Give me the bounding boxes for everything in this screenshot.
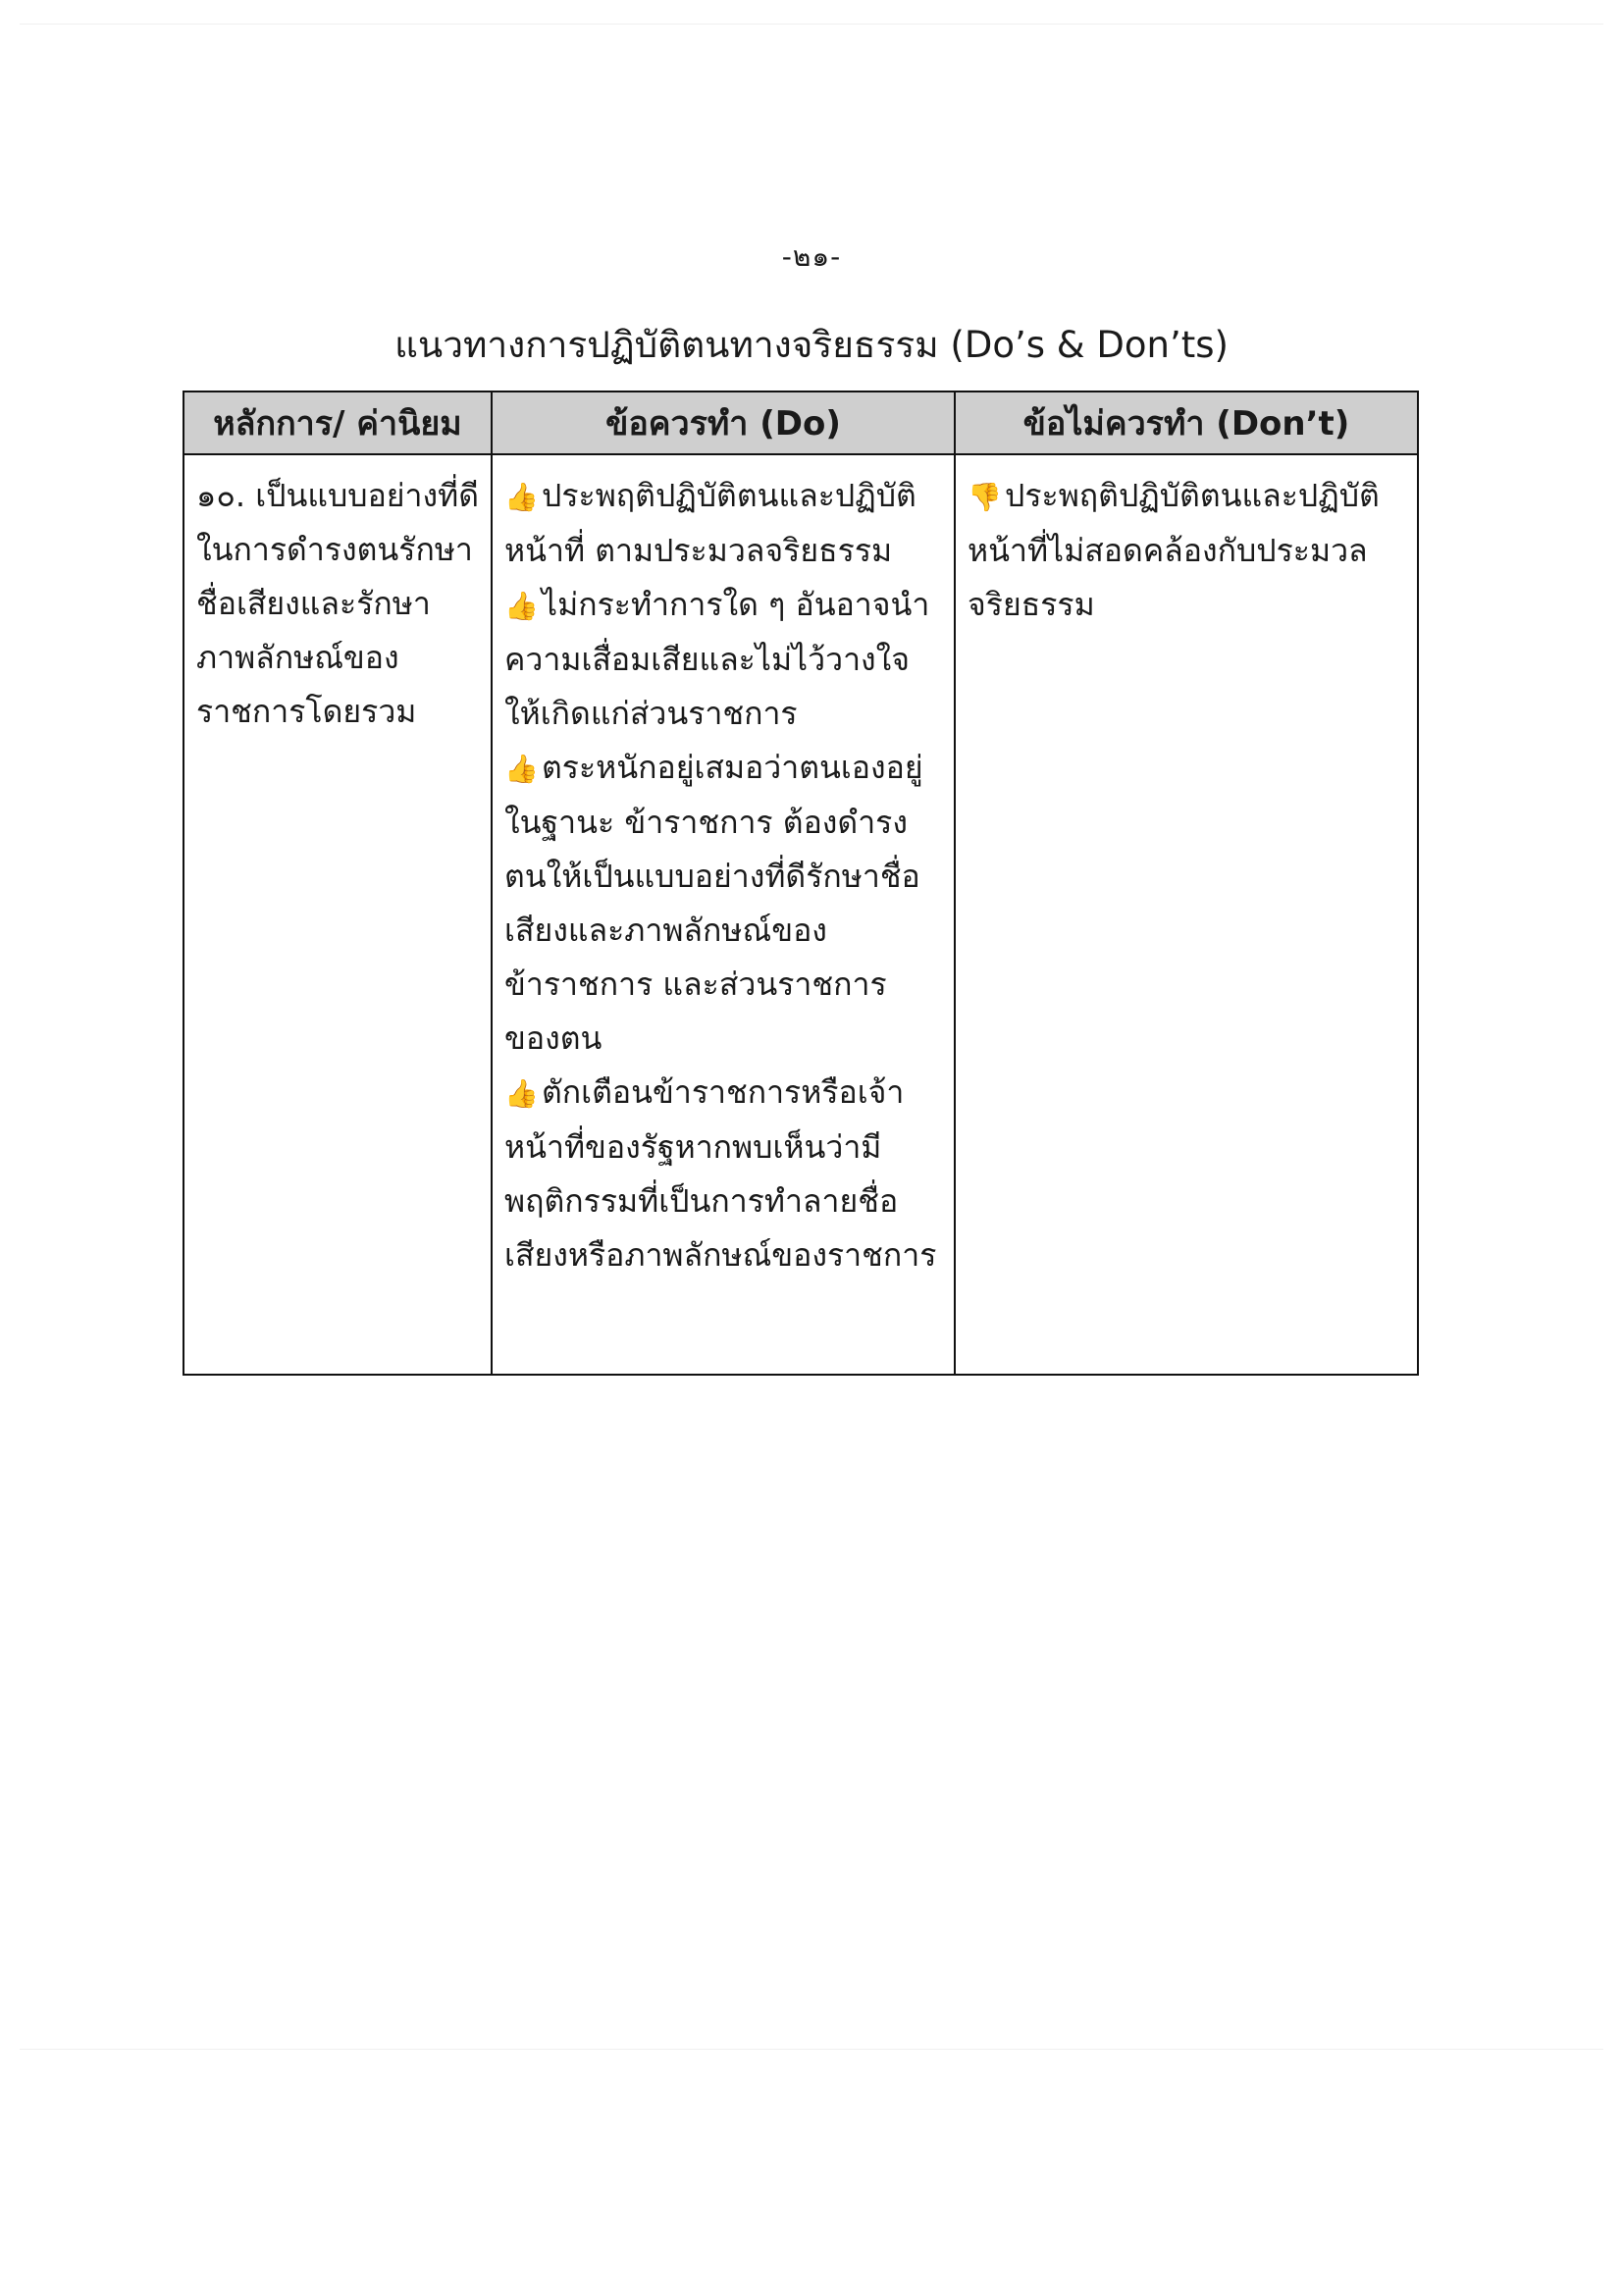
dont-item: [968, 469, 1405, 632]
principle-text: ๑๐. เป็นแบบอย่างที่ดีในการดำรงตนรักษาชื่อเสียงและรักษาภาพลักษณ์ของราชการโดยรวม: [196, 477, 479, 730]
header-principle: หลักการ/ ค่านิยม: [183, 391, 492, 454]
scan-line-top: [20, 24, 1603, 25]
thumbs-up-icon: 👍: [504, 481, 539, 513]
table-header-row: [183, 391, 1418, 454]
dont-item-text: ประพฤติปฏิบัติตนและปฏิบัติหน้าที่ไม่สอดคล้องกับประมวลจริยธรรม: [968, 477, 1380, 623]
cell-do: [492, 454, 955, 1375]
page-title: แนวทางการปฏิบัติตนทางจริยธรรม (Do’s & Don’ts): [394, 324, 1229, 366]
table-row: [183, 454, 1418, 1375]
do-item-text: ไม่กระทำการใด ๆ อันอาจนำความเสื่อมเสียและไม่ไว้วางใจให้เกิดแก่ส่วนราชการ: [504, 586, 930, 732]
scan-line-bottom: [20, 2049, 1603, 2050]
do-item-text: ประพฤติปฏิบัติตนและปฏิบัติหน้าที่ ตามประมวลจริยธรรม: [504, 477, 916, 569]
header-dont: ข้อไม่ควรทำ (Don’t): [955, 391, 1418, 454]
ethics-table: [183, 391, 1419, 1376]
cell-principle: [183, 454, 492, 1375]
do-item: [504, 1066, 942, 1282]
page-number: -๒๑-: [781, 240, 842, 273]
header-do: ข้อควรทำ (Do): [492, 391, 955, 454]
thumbs-down-icon: 👎: [968, 481, 1002, 513]
do-item-text: ตักเตือนข้าราชการหรือเจ้าหน้าที่ของรัฐหากพบเห็นว่ามีพฤติกรรมที่เป็นการทำลายชื่อเสียงหรือภาพลักษณ์ของราชการ: [504, 1073, 937, 1274]
cell-dont: [955, 454, 1418, 1375]
thumbs-up-icon: 👍: [504, 590, 539, 622]
do-item-text: ตระหนักอยู่เสมอว่าตนเองอยู่ในฐานะ ข้าราชการ ต้องดำรงตนให้เป็นแบบอย่างที่ดีรักษาชื่อเสียงและภาพลักษณ์ของข้าราชการ และส่วนราชการของตน: [504, 749, 923, 1057]
thumbs-up-icon: 👍: [504, 753, 539, 785]
thumbs-up-icon: 👍: [504, 1077, 539, 1110]
ethics-table-container: [183, 391, 1417, 1376]
do-item: [504, 578, 942, 741]
do-item: [504, 469, 942, 578]
do-item: [504, 741, 942, 1066]
